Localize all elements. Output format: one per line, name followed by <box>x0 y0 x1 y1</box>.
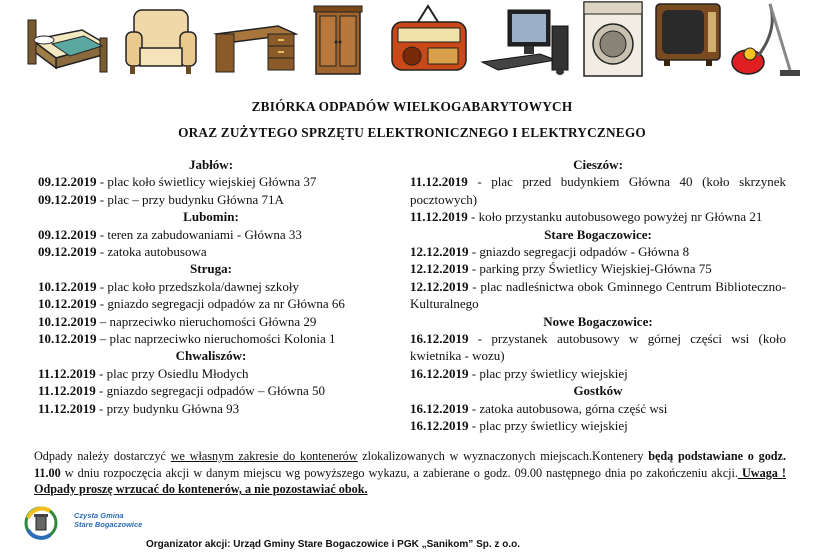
desk-icon <box>212 0 298 82</box>
tv-icon <box>652 0 724 82</box>
section-jablow: Jabłów: <box>188 157 234 172</box>
bed-icon <box>22 0 110 82</box>
section-chwaliszow: Chwaliszów: <box>175 348 247 364</box>
list-item: 09.12.2019 - plac – przy budynku Główna 71A <box>38 191 284 207</box>
section-stare-bogaczowice: Stare Bogaczowice: <box>544 226 652 242</box>
list-item: 11.12.2019 - gniazdo segregacji odpadów – Główna 50 <box>38 383 326 399</box>
list-item: 16.12.2019 - plac przy świetlicy wiejskiej <box>410 418 628 434</box>
computer-icon <box>478 0 574 82</box>
list-item: 09.12.2019 - teren za zabudowaniami - Główna 33 <box>38 226 302 242</box>
organizer-text: Organizator akcji: Urząd Gminy Stare Bogaczowice i PGK „Sanikom” Sp. z o.o. <box>146 539 520 550</box>
list-item: 10.12.2019 – plac naprzeciwko nieruchomości Kolonia 1 <box>38 331 336 347</box>
list-item: 11.12.2019 - plac przy Osiedlu Młodych <box>38 365 249 381</box>
list-item: 16.12.2019 - przystanek autobusowy w górnej części wsi (koło kwietnika - wozu) <box>410 331 786 364</box>
title-line-1: ZBIÓRKA ODPADÓW WIELKOGABARYTOWYCH <box>251 99 573 114</box>
list-item: 11.12.2019 - koło przystanku autobusowego powyżej nr Główna 21 <box>410 209 763 225</box>
washing-machine-icon <box>580 0 646 82</box>
wardrobe-icon <box>310 0 366 82</box>
radio-icon <box>388 0 470 82</box>
section-cieszow: Cieszów: <box>573 157 623 172</box>
logo-text: Czysta Gmina Stare Bogaczowice <box>74 511 143 529</box>
list-item: 11.12.2019 - przy budynku Główna 93 <box>38 400 240 416</box>
warning-label: Uwaga ! <box>737 465 786 480</box>
list-item: 12.12.2019 - plac nadleśnictwa obok Gminnego Centrum Biblioteczno-Kulturalnego <box>410 278 786 312</box>
list-item: 16.12.2019 - plac przy świetlicy wiejskiej <box>410 365 628 381</box>
list-item: 12.12.2019 - parking przy Świetlicy Wiejskiej-Główna 75 <box>410 261 712 277</box>
section-gostkow: Gostków <box>573 383 623 399</box>
list-item: 10.12.2019 - plac koło przedszkola/dawnej szkoły <box>38 278 300 294</box>
section-struga: Struga: <box>190 261 232 277</box>
list-item: 11.12.2019 - plac przed budynkiem Główna 40 (koło skrzynek pocztowych) <box>410 174 786 207</box>
list-item: 16.12.2019 - zatoka autobusowa, górna część wsi <box>410 400 668 416</box>
section-lubomin: Lubomin: <box>183 209 239 225</box>
warning-text: Odpady proszę wrzucać do kontenerów, a nie pozostawiać obok. <box>34 482 368 497</box>
armchair-icon <box>122 0 200 82</box>
title-line-2: ORAZ ZUŻYTEGO SPRZĘTU ELEKTRONICZNEGO I ELEKTRYCZNEGO <box>178 125 646 140</box>
left-column <box>38 156 384 417</box>
instructions-paragraph: Odpady należy dostarczyć we własnym zakresie do kontenerów zlokalizowanych w wyznaczonych miejscach.Kontenery będą podstawiane o godz. 11.00 w dniu rozpoczęcia akcji w danym miejscu wg powyższego wykazu, a zabierane o godz. 09.00 następnego dnia po zakończeniu akcji. Uwaga ! Odpady proszę wrzucać do kontenerów, a nie pozostawiać obok. <box>34 449 787 497</box>
list-item: 10.12.2019 – naprzeciwko nieruchomości Główna 29 <box>38 313 317 329</box>
list-item: 09.12.2019 - zatoka autobusowa <box>38 244 207 260</box>
list-item: 10.12.2019 - gniazdo segregacji odpadów za nr Główna 66 <box>38 296 345 312</box>
section-nowe-bogaczowice: Nowe Bogaczowice: <box>543 313 653 329</box>
icon-strip <box>0 0 824 90</box>
right-column <box>410 156 786 435</box>
list-item: 09.12.2019 - plac koło świetlicy wiejskiej Główna 37 <box>38 174 317 190</box>
list-item: 12.12.2019 - gniazdo segregacji odpadów - Główna 8 <box>410 244 690 260</box>
vacuum-icon <box>728 0 804 82</box>
